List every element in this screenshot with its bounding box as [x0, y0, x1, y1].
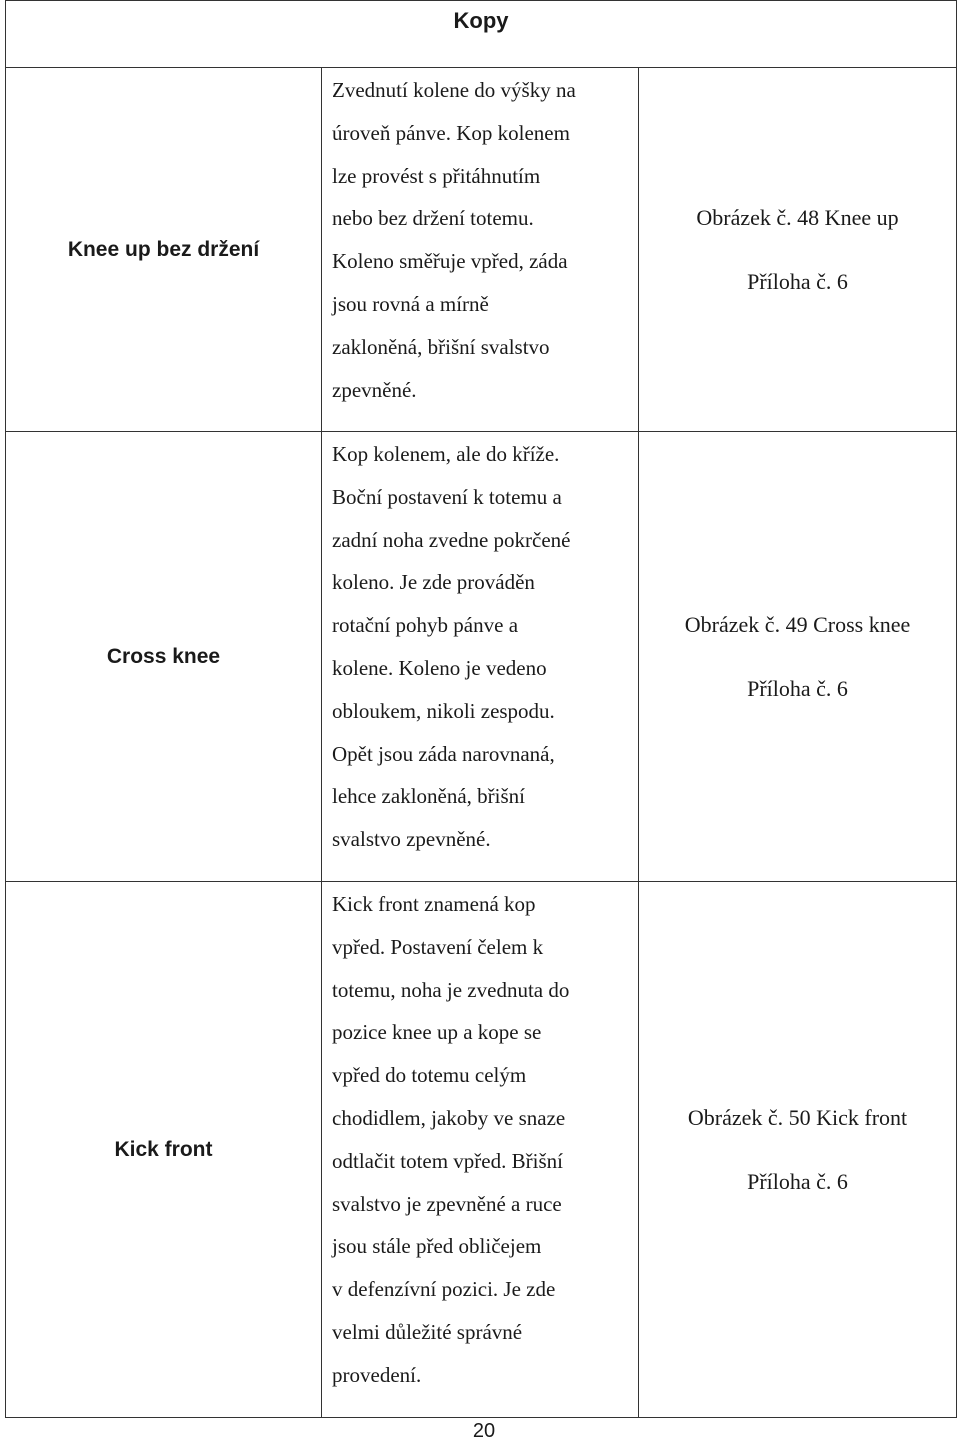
appendix-reference: Příloha č. 6 [747, 675, 848, 701]
description-line: obloukem, nikoli zespodu. [332, 698, 555, 723]
description-line: jsou rovná a mírně [332, 291, 489, 316]
description-line: rotační pohyb pánve a [332, 613, 519, 638]
description-line: svalstvo je zpevněné a ruce [332, 1191, 562, 1216]
kick-description [322, 882, 639, 1418]
description-line: koleno. Je zde prováděn [332, 570, 535, 595]
table-row [6, 432, 957, 882]
kick-name: Kick front [6, 882, 322, 1418]
description-line: úroveň pánve. Kop kolenem [332, 120, 570, 145]
table-title: Kopy [453, 8, 509, 33]
description-line: nebo bez držení totemu. [332, 206, 534, 231]
kicks-table [5, 0, 957, 1418]
description-line: odtlačit totem vpřed. Břišní [332, 1148, 563, 1173]
description-line: svalstvo zpevněné. [332, 827, 491, 852]
description-line: Zvednutí kolene do výšky na [332, 78, 576, 102]
description-lines [332, 432, 630, 861]
page-number: 20 [472, 1420, 496, 1442]
description-line: zakloněná, břišní svalstvo [332, 334, 550, 359]
kick-reference [639, 882, 957, 1418]
kick-reference [639, 68, 957, 432]
description-line: Kop kolenem, ale do kříže. [332, 442, 560, 466]
figure-reference: Obrázek č. 48 Knee up [696, 204, 899, 230]
table-header-row [6, 1, 957, 68]
table-row [6, 68, 957, 432]
description-line: Boční postavení k totemu a [332, 484, 562, 509]
figure-reference: Obrázek č. 50 Kick front [687, 1104, 908, 1130]
description-line: lehce zakloněná, břišní [332, 784, 525, 809]
description-line: lze provést s přitáhnutím [332, 163, 541, 188]
description-line: vpřed do totemu celým [332, 1063, 527, 1088]
appendix-reference: Příloha č. 6 [747, 268, 848, 294]
kick-description [322, 68, 639, 432]
description-line: velmi důležité správné [332, 1319, 523, 1344]
description-lines [332, 68, 630, 411]
kick-name: Knee up bez držení [6, 68, 322, 432]
table-row [6, 882, 957, 1418]
description-line: pozice knee up a kope se [332, 1020, 542, 1045]
description-line: Kick front znamená kop [332, 892, 536, 916]
description-line: v defenzívní pozici. Je zde [332, 1277, 556, 1302]
kick-name: Cross knee [6, 432, 322, 882]
appendix-reference: Příloha č. 6 [747, 1168, 848, 1194]
description-line: vpřed. Postavení čelem k [332, 934, 544, 959]
description-line: zadní noha zvedne pokrčené [332, 527, 571, 552]
description-line: provedení. [332, 1362, 422, 1387]
description-line: Koleno směřuje vpřed, záda [332, 249, 568, 274]
table-header [6, 1, 957, 68]
description-lines [332, 882, 630, 1397]
kick-reference [639, 432, 957, 882]
description-line: chodidlem, jakoby ve snaze [332, 1105, 566, 1130]
description-line: jsou stále před obličejem [332, 1234, 542, 1259]
description-line: zpevněné. [332, 377, 417, 402]
description-line: Opět jsou záda narovnaná, [332, 741, 555, 766]
figure-reference: Obrázek č. 49 Cross knee [684, 611, 911, 637]
description-line: kolene. Koleno je vedeno [332, 655, 547, 680]
kick-description [322, 432, 639, 882]
description-line: totemu, noha je zvednuta do [332, 977, 570, 1002]
